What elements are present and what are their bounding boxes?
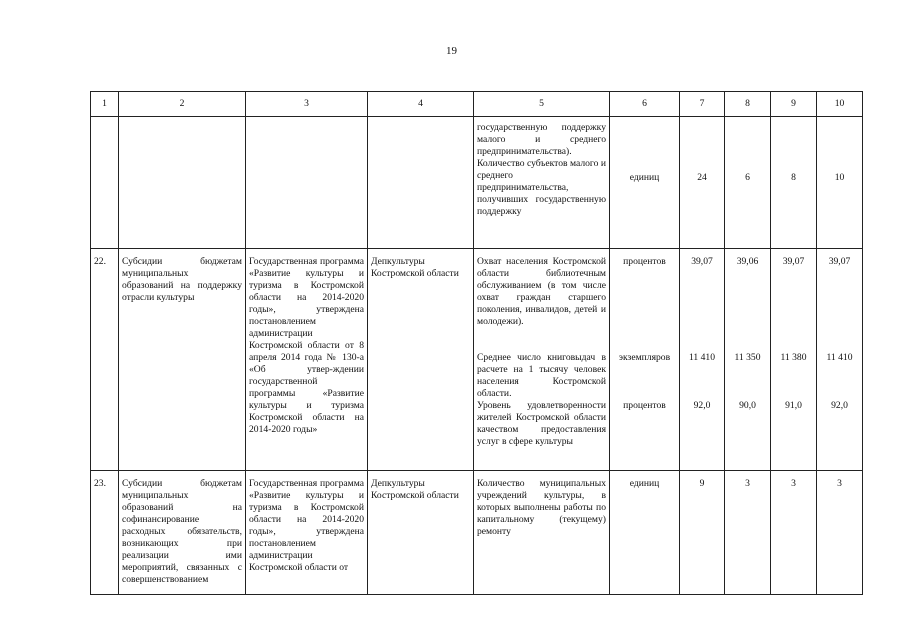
unit-column — [610, 249, 680, 471]
table-row — [91, 117, 863, 249]
value-cell: 39,06 — [736, 256, 759, 267]
column-header: 8 — [725, 92, 771, 117]
header-row — [91, 92, 863, 117]
value-cell: 11 410 — [826, 352, 853, 363]
table-cell — [368, 117, 474, 249]
indicator-text: Охват населения Костромской области библиотечным обслуживанием (в том числе охват граждан старшего поколения, инвалидов, детей и молодежи). — [477, 256, 606, 327]
indicator-text: Уровень удовлетворенности жителей Костромской области качеством предоставления услуг в сфере культуры — [477, 400, 606, 447]
value-cell: 10 — [817, 117, 863, 249]
value-cell: 39,07 — [691, 256, 713, 267]
table-cell — [91, 117, 119, 249]
value-cell: 92,0 — [693, 400, 711, 411]
table-row — [91, 249, 863, 471]
value-cell: 39,07 — [782, 256, 805, 267]
data-table — [90, 91, 863, 595]
value-cell: 3 — [725, 471, 771, 595]
value-cell: 6 — [725, 117, 771, 249]
table-cell — [119, 117, 246, 249]
value-column — [725, 249, 771, 471]
value-cell: 9 — [680, 471, 725, 595]
value-column — [771, 249, 817, 471]
column-header: 4 — [368, 92, 474, 117]
program-basis: Государственная программа «Развитие культуры и туризма в Костромской области на 2014-2020 годы», утверждена постановлением администрации Костромской области от 8 апреля 2014 года № 130-а «Об утвер-ждении государственной программы «Развитие культуры и туризма Костромской области на 2014-2020 годы» — [246, 249, 368, 471]
value-cell: 91,0 — [785, 400, 802, 411]
table-cell — [246, 117, 368, 249]
value-column — [680, 249, 725, 471]
indicator-text: Количество муниципальных учреждений культуры, в которых выполнены работы по капитальному (текущему) ремонту — [474, 471, 610, 595]
unit-cell: процентов — [623, 400, 666, 411]
unit-cell: процентов — [623, 256, 666, 267]
indicator-text: Среднее число книговыдач в расчете на 1 тысячу человек населения Костромской области. — [477, 352, 606, 399]
unit-cell: единиц — [610, 471, 680, 595]
value-cell: 3 — [817, 471, 863, 595]
value-cell: 3 — [771, 471, 817, 595]
unit-cell: единиц — [610, 117, 680, 249]
column-header: 1 — [91, 92, 119, 117]
subsidy-name: Субсидии бюджетам муниципальных образований на софинансирование расходных обязательств, возникающих при реализации ими мероприятий, связанных с совершенствованием — [119, 471, 246, 595]
column-header: 6 — [610, 92, 680, 117]
value-cell: 90,0 — [739, 400, 756, 411]
page-number: 19 — [446, 45, 457, 57]
row-number: 22. — [91, 249, 119, 471]
administrator: Депкультуры Костромской области — [368, 249, 474, 471]
administrator: Депкультуры Костромской области — [368, 471, 474, 595]
column-header: 2 — [119, 92, 246, 117]
indicator-list — [474, 249, 610, 471]
value-cell: 11 350 — [734, 352, 761, 363]
column-header: 3 — [246, 92, 368, 117]
value-column — [817, 249, 863, 471]
value-cell: 11 410 — [688, 352, 716, 363]
value-cell: 11 380 — [780, 352, 807, 363]
row-number: 23. — [91, 471, 119, 595]
value-cell: 8 — [771, 117, 817, 249]
column-header: 5 — [474, 92, 610, 117]
subsidy-name: Субсидии бюджетам муниципальных образований на поддержку отрасли культуры — [119, 249, 246, 471]
value-cell: 39,07 — [828, 256, 851, 267]
value-cell: 24 — [680, 117, 725, 249]
value-cell: 92,0 — [831, 400, 848, 411]
table-row — [91, 471, 863, 595]
indicator-text: государственную поддержку малого и среднего предпринимательства). Количество субъектов малого и среднего предпринимательства, получивших государственную поддержку — [474, 117, 610, 249]
unit-cell: экземпляров — [618, 352, 671, 363]
column-header: 9 — [771, 92, 817, 117]
program-basis: Государственная программа «Развитие культуры и туризма в Костромской области на 2014-2020 годы», утверждена постановлением администрации Костромской области от — [246, 471, 368, 595]
column-header: 7 — [680, 92, 725, 117]
column-header: 10 — [817, 92, 863, 117]
